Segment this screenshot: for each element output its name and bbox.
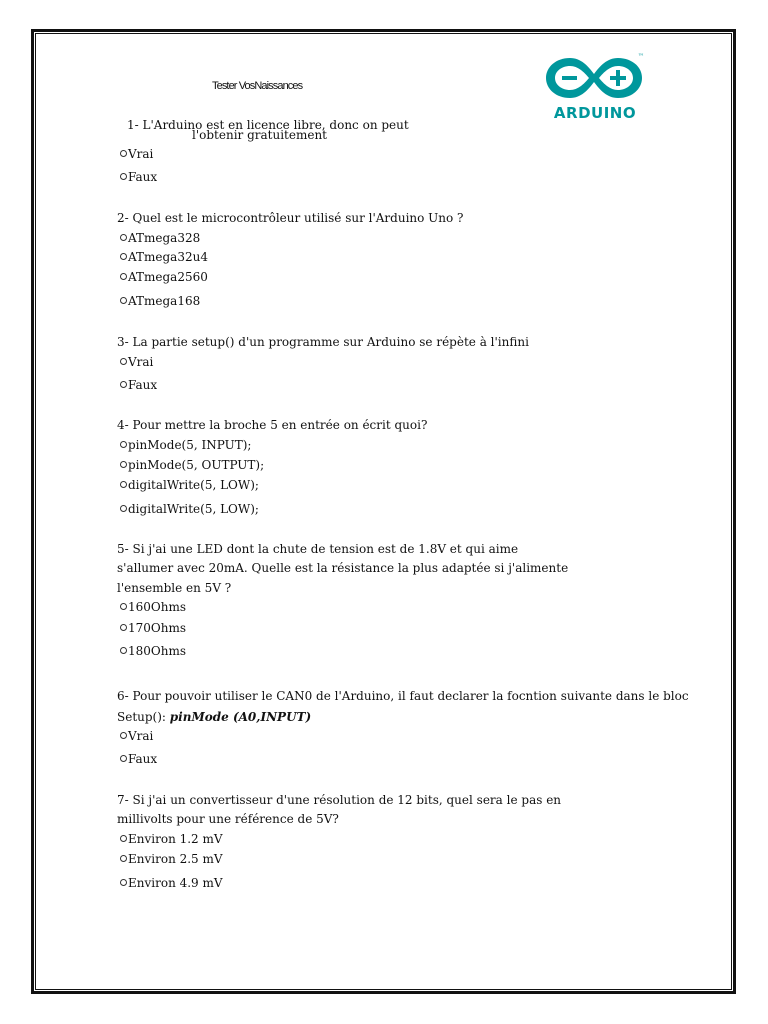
- question-5-line-3: l'ensemble en 5V ?: [117, 581, 232, 595]
- answer-option[interactable]: 160Ohms: [120, 600, 186, 614]
- radio-icon[interactable]: [120, 835, 127, 842]
- answer-option[interactable]: Vrai: [120, 729, 153, 743]
- question-6-line-2: Setup(): pinMode (A0,INPUT): [117, 710, 312, 724]
- answer-option[interactable]: 170Ohms: [120, 621, 186, 635]
- question-1-line-2: l'obtenir gratuitement: [192, 128, 327, 142]
- trademark-mark: ™: [638, 53, 644, 60]
- answer-option[interactable]: digitalWrite(5, LOW);: [120, 478, 259, 492]
- radio-icon[interactable]: [120, 755, 127, 762]
- arduino-logo-text: ARDUINO: [553, 104, 637, 122]
- question-7-line-2: millivolts pour une référence de 5V?: [117, 812, 339, 826]
- radio-icon[interactable]: [120, 855, 127, 862]
- radio-icon[interactable]: [120, 358, 127, 365]
- answer-option[interactable]: pinMode(5, OUTPUT);: [120, 458, 264, 472]
- question-2-text: 2- Quel est le microcontrôleur utilisé sur l'Arduino Uno ?: [117, 211, 464, 225]
- question-5-line-2: s'allumer avec 20mA. Quelle est la résistance la plus adaptée si j'alimente: [117, 561, 569, 575]
- answer-option[interactable]: digitalWrite(5, LOW);: [120, 502, 259, 516]
- answer-option[interactable]: Environ 4.9 mV: [120, 876, 223, 890]
- answer-option[interactable]: Faux: [120, 170, 157, 184]
- answer-option[interactable]: Faux: [120, 378, 157, 392]
- question-7-line-1: 7- Si j'ai un convertisseur d'une résolution de 12 bits, quel sera le pas en: [117, 793, 562, 807]
- radio-icon[interactable]: [120, 253, 127, 260]
- answer-option[interactable]: ATmega168: [120, 294, 200, 308]
- radio-icon[interactable]: [120, 150, 127, 157]
- question-1-line-1: 1- L'Arduino est en licence libre, donc on peut: [127, 118, 409, 132]
- radio-icon[interactable]: [120, 732, 127, 739]
- question-6-line-1: 6- Pour pouvoir utiliser le CAN0 de l'Arduino, il faut declarer la focntion suivante dans le bloc: [117, 689, 689, 703]
- answer-option[interactable]: ATmega2560: [120, 270, 208, 284]
- radio-icon[interactable]: [120, 297, 127, 304]
- radio-icon[interactable]: [120, 273, 127, 280]
- answer-option[interactable]: ATmega328: [120, 231, 200, 245]
- question-4-text: 4- Pour mettre la broche 5 en entrée on écrit quoi?: [117, 418, 428, 432]
- answer-option[interactable]: 180Ohms: [120, 644, 186, 658]
- answer-option[interactable]: Vrai: [120, 147, 153, 161]
- answer-option[interactable]: pinMode(5, INPUT);: [120, 438, 251, 452]
- answer-option[interactable]: Environ 1.2 mV: [120, 832, 223, 846]
- radio-icon[interactable]: [120, 624, 127, 631]
- question-5-line-1: 5- Si j'ai une LED dont la chute de tension est de 1.8V et qui aime: [117, 542, 519, 556]
- radio-icon[interactable]: [120, 461, 127, 468]
- quiz-title: Tester VosNaissances: [212, 80, 303, 92]
- radio-icon[interactable]: [120, 234, 127, 241]
- radio-icon[interactable]: [120, 173, 127, 180]
- radio-icon[interactable]: [120, 481, 127, 488]
- code-snippet: pinMode (A0,INPUT): [169, 710, 312, 724]
- answer-option[interactable]: Vrai: [120, 355, 153, 369]
- radio-icon[interactable]: [120, 441, 127, 448]
- answer-option[interactable]: Environ 2.5 mV: [120, 852, 223, 866]
- answer-option[interactable]: ATmega32u4: [120, 250, 208, 264]
- radio-icon[interactable]: [120, 603, 127, 610]
- radio-icon[interactable]: [120, 879, 127, 886]
- question-3-text: 3- La partie setup() d'un programme sur Arduino se répète à l'infini: [117, 335, 529, 349]
- answer-option[interactable]: Faux: [120, 752, 157, 766]
- radio-icon[interactable]: [120, 505, 127, 512]
- radio-icon[interactable]: [120, 647, 127, 654]
- radio-icon[interactable]: [120, 381, 127, 388]
